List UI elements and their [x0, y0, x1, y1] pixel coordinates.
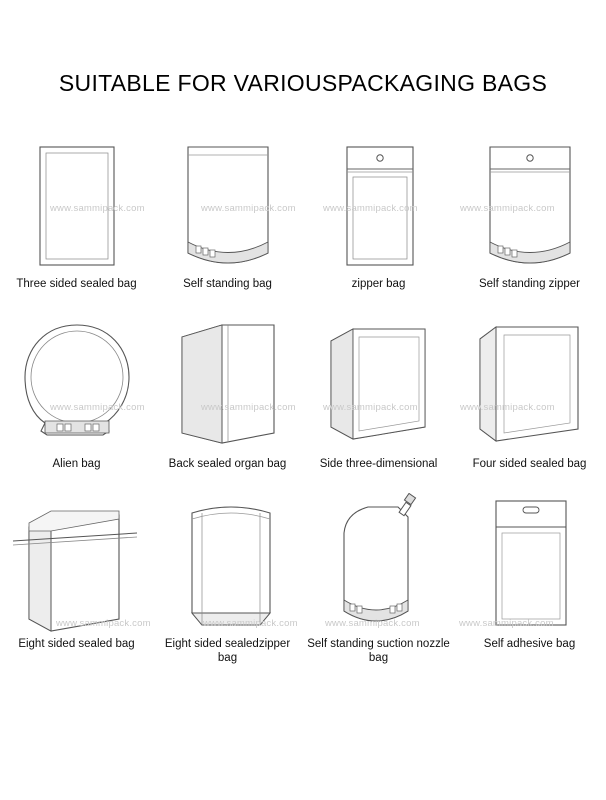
- self-standing-zipper-illustration: [454, 135, 605, 275]
- bag-caption: Self standing bag: [183, 278, 272, 290]
- bag-caption: Three sided sealed bag: [16, 278, 137, 290]
- watermark: www.sammipack.com: [323, 402, 418, 413]
- bag-item-zipper-bag: [303, 135, 454, 315]
- bag-item-self-standing-bag: [152, 135, 303, 315]
- self-standing-suction-nozzle-bag-illustration: [303, 495, 454, 635]
- self-adhesive-bag-illustration: [454, 495, 605, 635]
- bag-item-four-sided-sealed-bag: [454, 315, 605, 495]
- bag-caption: Side three-dimensional: [319, 458, 438, 470]
- side-three-dimensional-illustration: [303, 315, 454, 455]
- eight-sided-sealed-bag-illustration: [1, 495, 152, 635]
- bag-item-three-sided-sealed-bag: [1, 135, 152, 315]
- bag-caption: Eight sided sealedzipper bag: [164, 638, 291, 664]
- eight-sided-sealedzipper-bag-illustration: [152, 495, 303, 635]
- bag-item-self-standing-suction-nozzle-bag: [303, 495, 454, 675]
- zipper-bag-illustration: [303, 135, 454, 275]
- alien-bag-illustration: [1, 315, 152, 455]
- bag-caption: Self adhesive bag: [483, 638, 576, 650]
- bag-item-back-sealed-organ-bag: [152, 315, 303, 495]
- bag-item-side-three-dimensional: [303, 315, 454, 495]
- bag-caption: Four sided sealed bag: [472, 458, 587, 470]
- watermark: www.sammipack.com: [325, 618, 420, 629]
- bag-caption: Self standing zipper: [478, 278, 580, 290]
- watermark: www.sammipack.com: [460, 203, 555, 214]
- bag-item-self-adhesive-bag: [454, 495, 605, 675]
- bag-caption: Alien bag: [52, 458, 101, 470]
- bag-item-self-standing-zipper: [454, 135, 605, 315]
- watermark: www.sammipack.com: [50, 203, 145, 214]
- watermark: www.sammipack.com: [323, 203, 418, 214]
- bag-types-grid: [0, 135, 606, 675]
- watermark: www.sammipack.com: [56, 618, 151, 629]
- bag-caption: Self standing suction nozzle bag: [307, 638, 450, 664]
- bag-caption: zipper bag: [351, 278, 406, 290]
- nozzle-icon: [399, 493, 415, 515]
- watermark: www.sammipack.com: [201, 402, 296, 413]
- page-title: SUITABLE FOR VARIOUSPACKAGING BAGS: [58, 70, 548, 96]
- watermark: www.sammipack.com: [459, 618, 554, 629]
- bag-item-eight-sided-sealed-bag: [1, 495, 152, 675]
- bag-item-alien-bag: [1, 315, 152, 495]
- three-sided-sealed-bag-illustration: [1, 135, 152, 275]
- watermark: www.sammipack.com: [50, 402, 145, 413]
- watermark: www.sammipack.com: [460, 402, 555, 413]
- self-standing-bag-illustration: [152, 135, 303, 275]
- bag-item-eight-sided-sealedzipper-bag: [152, 495, 303, 675]
- four-sided-sealed-bag-illustration: [454, 315, 605, 455]
- bag-caption: Back sealed organ bag: [168, 458, 287, 470]
- bag-caption: Eight sided sealed bag: [18, 638, 135, 650]
- back-sealed-organ-bag-illustration: [152, 315, 303, 455]
- watermark: www.sammipack.com: [201, 203, 296, 214]
- watermark: www.sammipack.com: [203, 618, 298, 629]
